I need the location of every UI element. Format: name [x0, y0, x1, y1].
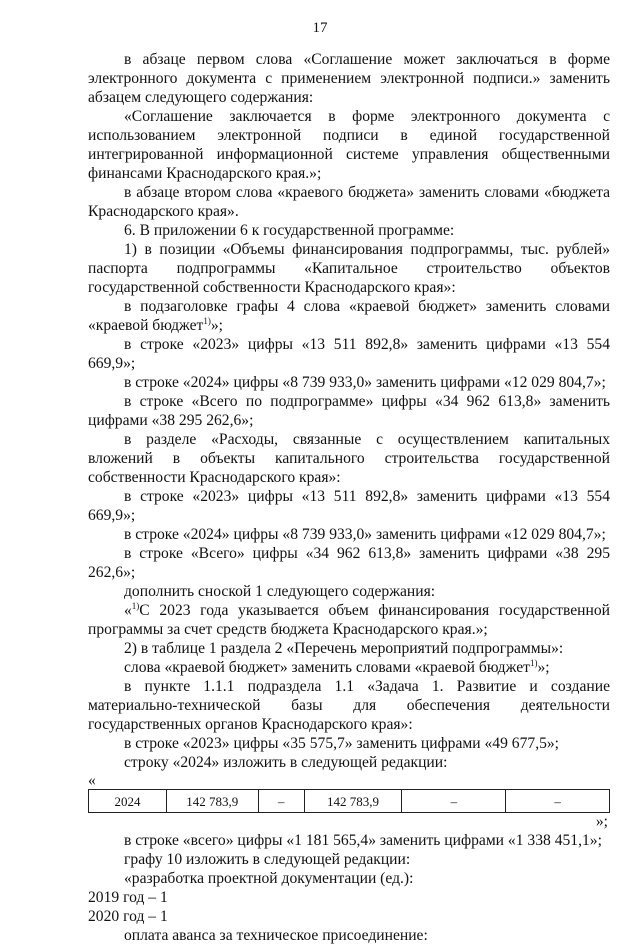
quote-mark: «	[124, 602, 132, 619]
budget-table	[88, 789, 610, 813]
paragraph: в строке «2023» цифры «35 575,7» заменить цифрами «49 677,5»;	[124, 735, 560, 752]
paragraph: в строке «2024» цифры «8 739 933,0» заменить цифрами «12 029 804,7»;	[124, 374, 606, 391]
paragraph: 2) в таблице 1 раздела 2 «Перечень мероприятий подпрограммы»:	[124, 640, 564, 657]
paragraph: в строке «Всего» цифры «34 962 613,8» заменить цифрами «38 295 262,6»;	[88, 545, 610, 581]
paragraph-tail: »;	[537, 659, 550, 676]
paragraph: в строке «2024» цифры «8 739 933,0» заменить цифрами «12 029 804,7»;	[124, 526, 606, 543]
paragraph: оплата аванса за техническое присоединение:	[124, 927, 428, 944]
paragraph: в абзаце втором слова «краевого бюджета» заменить словами «бюджета Краснодарского края».	[88, 184, 610, 220]
paragraph: «разработка проектной документации (ед.):	[124, 870, 414, 887]
paragraph: «Соглашение заключается в форме электронного документа с использованием электронной подписи в единой государственной интегрированной информационной системе управления общественными финансами Краснодарского края.»;	[88, 108, 610, 182]
table-cell: –	[258, 790, 304, 813]
paragraph: в пункте 1.1.1 подраздела 1.1 «Задача 1. Развитие и создание материально-технической базы для обеспечения деятельности государственных органов Краснодарского края»:	[88, 678, 610, 733]
paragraph-text: слова «краевой бюджет» заменить словами «краевой бюджет	[124, 659, 530, 676]
paragraph: в строке «Всего по подпрограмме» цифры «34 962 613,8» заменить цифрами «38 295 262,6»;	[88, 393, 610, 429]
footnote-mark: 1)	[529, 657, 538, 668]
paragraph: 2019 год – 1	[88, 889, 168, 906]
paragraph-tail: »;	[210, 317, 223, 334]
table-open-quote: «	[88, 772, 96, 789]
table-cell-regional-budget: 142 783,9	[304, 790, 402, 813]
paragraph-text: в подзаголовке графы 4 слова «краевой бюджет» заменить словами «краевой бюджет	[88, 298, 610, 334]
page-number: 17	[312, 20, 328, 36]
table-cell-year: 2024	[89, 790, 167, 813]
footnote-mark: 1)	[203, 315, 211, 326]
paragraph: 2020 год – 1	[88, 908, 168, 925]
table-cell: –	[506, 790, 610, 813]
footnote-mark: 1)	[131, 600, 140, 611]
paragraph: графу 10 изложить в следующей редакции:	[124, 851, 411, 868]
document-body	[88, 50, 610, 945]
paragraph: в строке «всего» цифры «1 181 565,4» заменить цифрами «1 338 451,1»;	[124, 832, 602, 849]
paragraph: 6. В приложении 6 к государственной программе:	[124, 222, 455, 239]
footnote-paragraph	[88, 601, 610, 639]
paragraph: строку «2024» изложить в следующей редакции:	[124, 754, 448, 771]
paragraph: 1) в позиции «Объемы финансирования подпрограммы, тыс. рублей» паспорта подпрограммы «Капитальное строительство объектов государственной собственности Краснодарского края»:	[88, 241, 610, 296]
paragraph: в разделе «Расходы, связанные с осуществлением капитальных вложений в объекты капитального строительства государственной собственности Краснодарского края»:	[88, 431, 610, 486]
paragraph: в абзаце первом слова «Соглашение может заключаться в форме электронного документа с применением электронной подписи.» заменить абзацем следующего содержания:	[88, 51, 610, 106]
paragraph	[88, 297, 610, 335]
paragraph: в строке «2023» цифры «13 511 892,8» заменить цифрами «13 554 669,9»;	[88, 336, 610, 372]
paragraph: дополнить сноской 1 следующего содержания:	[124, 583, 436, 600]
table-cell: –	[402, 790, 506, 813]
paragraph	[88, 658, 610, 677]
table-close-quote: »;	[595, 813, 608, 830]
paragraph-text: С 2023 года указывается объем финансирования государственной программы за счет средств бюджета Краснодарского края.»;	[88, 602, 610, 638]
table-row	[89, 790, 610, 813]
paragraph: в строке «2023» цифры «13 511 892,8» заменить цифрами «13 554 669,9»;	[88, 488, 610, 524]
table-cell-total: 142 783,9	[166, 790, 258, 813]
